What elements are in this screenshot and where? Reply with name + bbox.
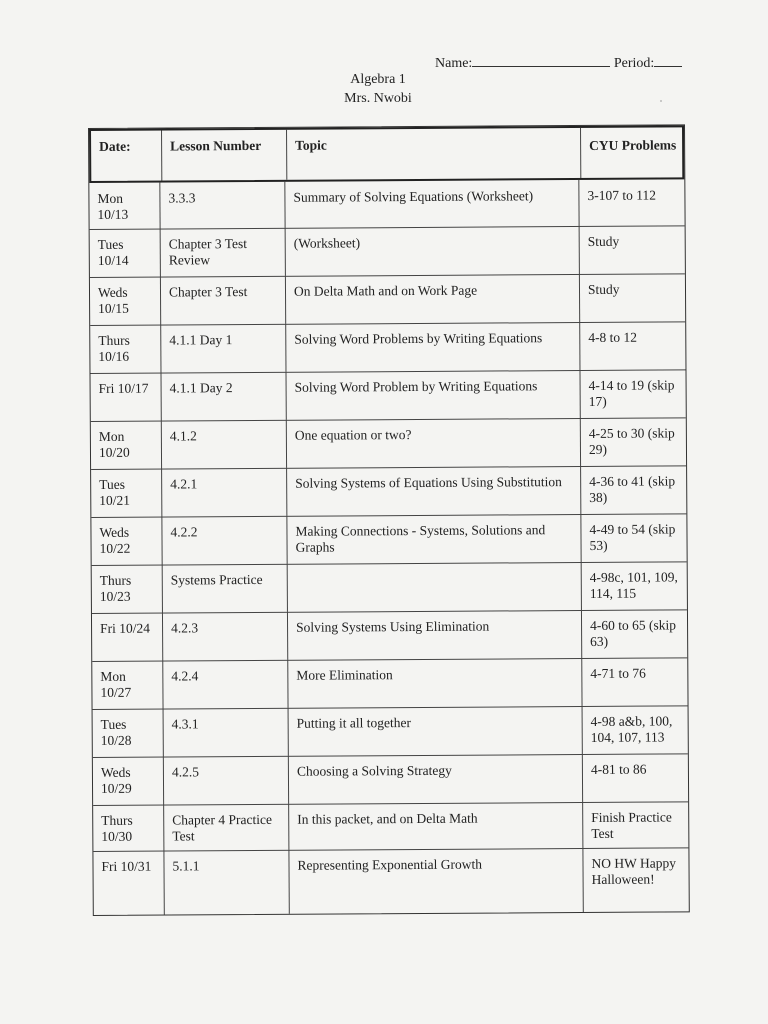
cell-topic: Solving Word Problem by Writing Equations xyxy=(286,370,580,420)
cell-topic: In this packet, and on Delta Math xyxy=(289,802,583,850)
cell-lesson: 4.2.1 xyxy=(162,468,287,517)
cell-date: Fri 10/24 xyxy=(92,613,163,661)
period-label: Period: xyxy=(613,56,655,71)
cell-cyu: 4-60 to 65 (skip 63) xyxy=(590,617,676,649)
header-date: Date: xyxy=(91,131,162,181)
table-row xyxy=(90,321,685,374)
header-lesson: Lesson Number xyxy=(162,130,287,181)
period-blank xyxy=(654,52,682,67)
cell-lesson: 4.2.3 xyxy=(163,612,288,661)
table-row xyxy=(93,705,688,758)
header-cyu: CYU Problems xyxy=(589,137,677,153)
cell-date: Fri 10/17 xyxy=(90,373,161,421)
cell-topic: (Worksheet) xyxy=(286,226,580,276)
cell-cyu: 4-98c, 101, 109, 114, 115 xyxy=(589,569,678,601)
cell-lesson: Chapter 4 Practice Test xyxy=(164,804,289,851)
cell-lesson: Chapter 3 Test Review xyxy=(161,228,286,277)
cell-cyu: Study xyxy=(587,281,620,297)
cell-topic: Solving Systems of Equations Using Substitution xyxy=(287,466,581,516)
name-label: Name: xyxy=(435,56,473,71)
cell-date: Tues 10/21 xyxy=(91,469,162,517)
table-row xyxy=(93,801,688,852)
table-row xyxy=(92,561,687,614)
cell-lesson: 4.1.2 xyxy=(162,420,287,469)
header-topic: Topic xyxy=(287,128,581,180)
cell-date: Thurs 10/23 xyxy=(92,565,163,613)
cell-cyu: 4-8 to 12 xyxy=(588,329,638,345)
cell-lesson: 4.1.1 Day 1 xyxy=(161,324,286,373)
cell-cyu: 4-81 to 86 xyxy=(590,761,647,777)
table-row xyxy=(92,609,687,662)
cell-cyu: 4-25 to 30 (skip 29) xyxy=(588,425,675,457)
cell-cyu: 4-36 to 41 (skip 38) xyxy=(589,473,676,505)
cell-topic: More Elimination xyxy=(288,658,582,708)
cell-cyu: 4-98 a&b, 100, 104, 107, 113 xyxy=(590,713,673,745)
table-row xyxy=(90,369,685,422)
cell-date: Weds 10/22 xyxy=(91,517,162,565)
table-row xyxy=(93,847,688,915)
table-row xyxy=(91,465,686,518)
teacher-name: Mrs. Nwobi xyxy=(344,91,412,106)
cell-date: Thurs 10/16 xyxy=(90,325,161,373)
cell-topic: Representing Exponential Growth xyxy=(289,848,583,914)
student-info-line xyxy=(435,52,682,72)
cell-cyu: NO HW Happy Halloween! xyxy=(591,855,677,887)
table-row xyxy=(89,179,684,230)
cell-date: Weds 10/29 xyxy=(93,757,164,805)
cell-lesson: 3.3.3 xyxy=(160,182,285,229)
cell-date: Mon 10/27 xyxy=(92,661,163,709)
table-row xyxy=(90,225,685,278)
cell-lesson: 4.2.4 xyxy=(163,660,288,709)
cell-cyu: 4-14 to 19 (skip 17) xyxy=(588,377,675,409)
cell-lesson: 5.1.1 xyxy=(164,850,289,915)
cell-topic: Summary of Solving Equations (Worksheet) xyxy=(285,180,579,228)
table-row xyxy=(91,417,686,470)
cell-date: Mon 10/13 xyxy=(89,183,160,229)
cell-date: Tues 10/28 xyxy=(93,709,164,757)
cell-lesson: 4.2.5 xyxy=(164,756,289,805)
cell-topic: Solving Word Problems by Writing Equations xyxy=(286,322,580,372)
course-title: Algebra 1 xyxy=(350,72,406,87)
cell-lesson: Chapter 3 Test xyxy=(161,276,286,325)
schedule-table xyxy=(88,124,690,916)
cell-date: Tues 10/14 xyxy=(90,229,161,277)
scan-speck xyxy=(660,100,662,102)
table-row xyxy=(92,657,687,710)
table-row xyxy=(93,753,688,806)
table-row xyxy=(91,513,686,566)
cell-date: Fri 10/31 xyxy=(93,851,164,915)
cell-cyu: 4-49 to 54 (skip 53) xyxy=(589,521,676,553)
cell-date: Weds 10/15 xyxy=(90,277,161,325)
cell-lesson: 4.1.1 Day 2 xyxy=(161,372,286,421)
cell-cyu: 4-71 to 76 xyxy=(590,665,646,681)
cell-lesson: 4.3.1 xyxy=(164,708,289,757)
cell-cyu: Study xyxy=(587,233,620,249)
cell-lesson: 4.2.2 xyxy=(162,516,287,565)
cell-topic: On Delta Math and on Work Page xyxy=(286,274,580,324)
cell-date: Mon 10/20 xyxy=(91,421,162,469)
cell-topic xyxy=(288,562,582,612)
cell-topic: Choosing a Solving Strategy xyxy=(289,754,583,804)
cell-date: Thurs 10/30 xyxy=(93,805,164,851)
cell-lesson: Systems Practice xyxy=(163,564,288,613)
cell-topic: One equation or two? xyxy=(287,418,581,468)
cell-topic: Solving Systems Using Elimination xyxy=(288,610,582,660)
table-row xyxy=(90,273,685,326)
cell-cyu: 3-107 to 112 xyxy=(587,187,656,203)
cell-cyu: Finish Practice Test xyxy=(591,809,672,841)
table-header-row xyxy=(89,125,684,183)
cell-topic: Putting it all together xyxy=(289,706,583,756)
cell-topic: Making Connections - Systems, Solutions and Graphs xyxy=(287,514,581,564)
name-blank xyxy=(472,52,610,67)
